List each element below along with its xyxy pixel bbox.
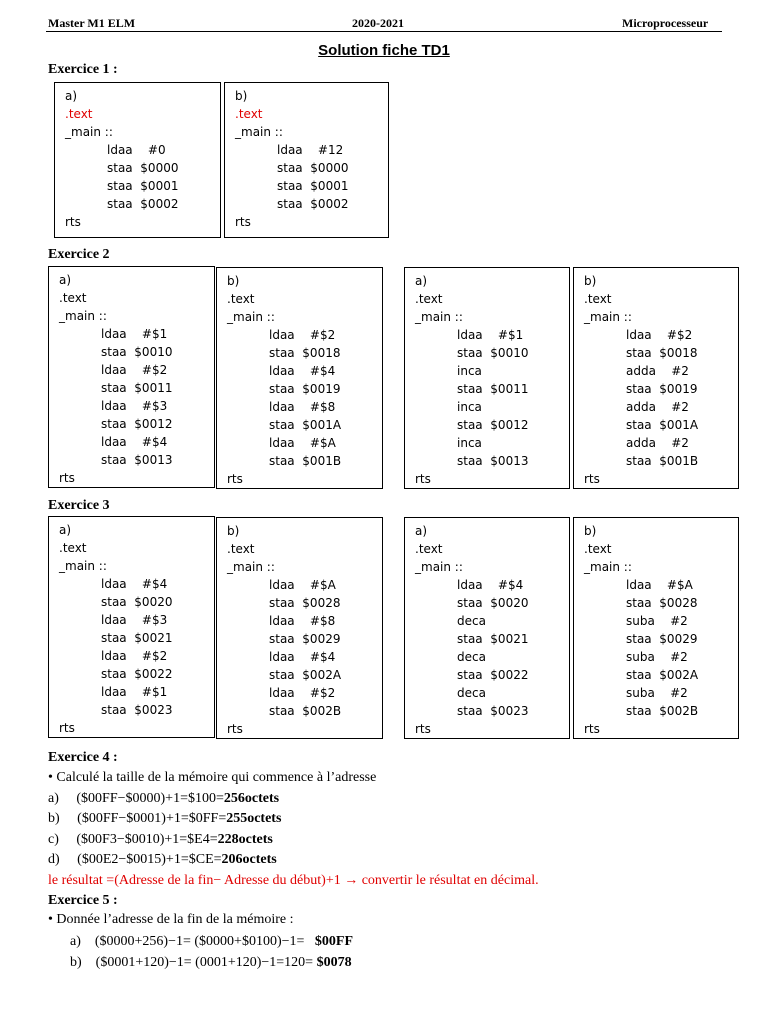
box-label: a)	[415, 524, 428, 538]
instruction-line: staa $0001	[107, 179, 179, 193]
instruction-line: staa $0010	[101, 345, 173, 359]
instruction-line: ldaa #$4	[269, 364, 336, 378]
directive-line: .text	[584, 292, 612, 306]
instruction-line: ldaa #$1	[101, 327, 168, 341]
instruction-line: staa $0011	[101, 381, 173, 395]
rts-line: rts	[59, 721, 75, 735]
label-line: _main ::	[65, 125, 113, 139]
instruction-line: staa $0022	[457, 668, 529, 682]
exercise-4-heading: Exercice 4 :	[48, 750, 118, 765]
instruction-line: ldaa #$3	[101, 399, 168, 413]
code-box	[48, 516, 215, 738]
directive-line: .text	[227, 542, 255, 556]
instruction-line: ldaa #$2	[101, 649, 168, 663]
exercise-4-item	[48, 791, 279, 807]
label-line: _main ::	[227, 310, 275, 324]
exercise-4-item	[48, 811, 281, 827]
box-label: b)	[584, 274, 597, 288]
rts-line: rts	[227, 472, 243, 486]
instruction-line: staa $0020	[457, 596, 529, 610]
instruction-line: staa $0013	[457, 454, 529, 468]
instruction-line: ldaa #$2	[626, 328, 693, 342]
directive-line: .text	[584, 542, 612, 556]
exercise-4-item	[48, 832, 273, 848]
instruction-line: deca	[457, 650, 486, 664]
exercise-4-item	[48, 852, 277, 868]
rts-line: rts	[415, 722, 431, 736]
instruction-line: staa $0029	[626, 632, 698, 646]
box-label: a)	[59, 523, 72, 537]
header-center: 2020-2021	[352, 16, 404, 30]
instruction-line: ldaa #12	[277, 143, 344, 157]
item-result: $00FF	[314, 934, 354, 949]
exercise-1-heading: Exercice 1 :	[48, 62, 118, 77]
exercise-4-note	[48, 873, 539, 889]
box-label: b)	[227, 524, 240, 538]
note-text: le résultat =(Adresse de la fin− Adresse du début)+1	[48, 873, 345, 888]
instruction-line: staa $0028	[269, 596, 341, 610]
label-line: _main ::	[235, 125, 283, 139]
instruction-line: adda #2	[626, 400, 689, 414]
instruction-line: staa $002A	[626, 668, 699, 682]
box-label: b)	[227, 274, 240, 288]
instruction-line: staa $0029	[269, 632, 341, 646]
instruction-line: deca	[457, 686, 486, 700]
instruction-line: staa $0023	[101, 703, 173, 717]
instruction-line: staa $0020	[101, 595, 173, 609]
label-line: _main ::	[59, 559, 107, 573]
instruction-line: staa $001B	[626, 454, 699, 468]
instruction-line: staa $0021	[457, 632, 529, 646]
exercise-5-item	[70, 955, 352, 971]
item-result: $0078	[316, 955, 352, 970]
instruction-line: suba #2	[626, 614, 688, 628]
label-line: _main ::	[584, 310, 632, 324]
item-formula: d) ($00E2−$0015)+1=$CE=	[48, 852, 222, 867]
instruction-line: suba #2	[626, 650, 688, 664]
rts-line: rts	[584, 722, 600, 736]
instruction-line: ldaa #$A	[269, 578, 336, 592]
rts-line: rts	[235, 215, 251, 229]
label-line: _main ::	[415, 560, 463, 574]
instruction-line: staa $0019	[269, 382, 341, 396]
page-title: Solution fiche TD1	[318, 42, 450, 59]
instruction-line: staa $0028	[626, 596, 698, 610]
instruction-line: ldaa #$A	[626, 578, 693, 592]
instruction-line: inca	[457, 364, 482, 378]
instruction-line: ldaa #$4	[101, 577, 168, 591]
exercise-5-bullet: • Donnée l’adresse de la fin de la mémoire :	[48, 912, 294, 927]
instruction-line: staa $0010	[457, 346, 529, 360]
exercise-5-item	[70, 934, 353, 950]
instruction-line: staa $0002	[277, 197, 349, 211]
instruction-line: ldaa #$3	[101, 613, 168, 627]
instruction-line: ldaa #$4	[101, 435, 168, 449]
instruction-line: ldaa #$4	[457, 578, 524, 592]
directive-line: .text	[415, 292, 443, 306]
instruction-line: staa $0019	[626, 382, 698, 396]
code-box	[216, 267, 383, 489]
instruction-line: staa $0002	[107, 197, 179, 211]
item-result: 255octets	[226, 811, 282, 826]
instruction-line: inca	[457, 436, 482, 450]
instruction-line: staa $002B	[626, 704, 699, 718]
box-label: a)	[59, 273, 72, 287]
rts-line: rts	[59, 471, 75, 485]
instruction-line: ldaa #$1	[101, 685, 168, 699]
arrow-right-icon: →	[344, 873, 359, 888]
box-label: b)	[235, 89, 248, 103]
instruction-line: suba #2	[626, 686, 688, 700]
instruction-line: staa $0021	[101, 631, 173, 645]
label-line: _main ::	[415, 310, 463, 324]
code-box	[224, 82, 389, 238]
instruction-line: ldaa #0	[107, 143, 166, 157]
exercise-3-heading: Exercice 3	[48, 498, 110, 513]
instruction-line: ldaa #$A	[269, 436, 336, 450]
code-box	[54, 82, 221, 238]
instruction-line: staa $002A	[269, 668, 342, 682]
instruction-line: staa $001B	[269, 454, 342, 468]
box-label: a)	[65, 89, 78, 103]
instruction-line: ldaa #$2	[269, 328, 336, 342]
label-line: _main ::	[227, 560, 275, 574]
item-formula: c) ($00F3−$0010)+1=$E4=	[48, 832, 218, 847]
rts-line: rts	[584, 472, 600, 486]
instruction-line: ldaa #$8	[269, 614, 336, 628]
instruction-line: staa $0013	[101, 453, 173, 467]
code-box	[216, 517, 383, 739]
item-result: 256octets	[223, 791, 280, 806]
header-divider	[46, 31, 722, 32]
instruction-line: staa $0000	[107, 161, 179, 175]
note-text: convertir le résultat en décimal.	[358, 873, 539, 888]
rts-line: rts	[227, 722, 243, 736]
instruction-line: inca	[457, 400, 482, 414]
instruction-line: staa $001A	[269, 418, 342, 432]
rts-line: rts	[415, 472, 431, 486]
instruction-line: staa $0022	[101, 667, 173, 681]
box-label: a)	[415, 274, 428, 288]
instruction-line: adda #2	[626, 436, 689, 450]
instruction-line: staa $0000	[277, 161, 349, 175]
code-box	[404, 267, 570, 489]
instruction-line: ldaa #$1	[457, 328, 524, 342]
exercise-5-heading: Exercice 5 :	[48, 893, 118, 908]
instruction-line: staa $0018	[269, 346, 341, 360]
code-box	[48, 266, 215, 488]
exercise-2-heading: Exercice 2	[48, 247, 110, 262]
item-formula: b) ($0001+120)−1= (0001+120)−1=120=	[70, 955, 317, 970]
instruction-line: ldaa #$8	[269, 400, 336, 414]
instruction-line: staa $0011	[457, 382, 529, 396]
instruction-line: staa $0012	[101, 417, 173, 431]
directive-line: .text	[59, 291, 87, 305]
directive-line: .text	[415, 542, 443, 556]
instruction-line: staa $0001	[277, 179, 349, 193]
instruction-line: ldaa #$2	[101, 363, 168, 377]
item-formula: b) ($00FF−$0001)+1=$0FF=	[48, 811, 227, 826]
instruction-line: ldaa #$4	[269, 650, 336, 664]
item-result: 228octets	[217, 832, 273, 847]
instruction-line: ldaa #$2	[269, 686, 336, 700]
instruction-line: staa $0023	[457, 704, 529, 718]
instruction-line: adda #2	[626, 364, 689, 378]
code-box	[573, 517, 739, 739]
directive-line: .text	[65, 107, 93, 121]
item-formula: a) ($00FF−$0000)+1=$100=	[48, 791, 224, 806]
header-left: Master M1 ELM	[48, 16, 136, 30]
instruction-line: staa $0012	[457, 418, 529, 432]
header-right: Microprocesseur	[622, 16, 709, 30]
item-formula: a) ($0000+256)−1= ($0000+$0100)−1=	[70, 934, 315, 949]
box-label: b)	[584, 524, 597, 538]
code-box	[404, 517, 570, 739]
label-line: _main ::	[584, 560, 632, 574]
instruction-line: staa $001A	[626, 418, 699, 432]
instruction-line: staa $002B	[269, 704, 342, 718]
exercise-4-bullet: • Calculé la taille de la mémoire qui commence à l’adresse	[48, 770, 377, 785]
item-result: 206octets	[221, 852, 277, 867]
directive-line: .text	[59, 541, 87, 555]
label-line: _main ::	[59, 309, 107, 323]
rts-line: rts	[65, 215, 81, 229]
instruction-line: deca	[457, 614, 486, 628]
directive-line: .text	[235, 107, 263, 121]
instruction-line: staa $0018	[626, 346, 698, 360]
code-box	[573, 267, 739, 489]
directive-line: .text	[227, 292, 255, 306]
